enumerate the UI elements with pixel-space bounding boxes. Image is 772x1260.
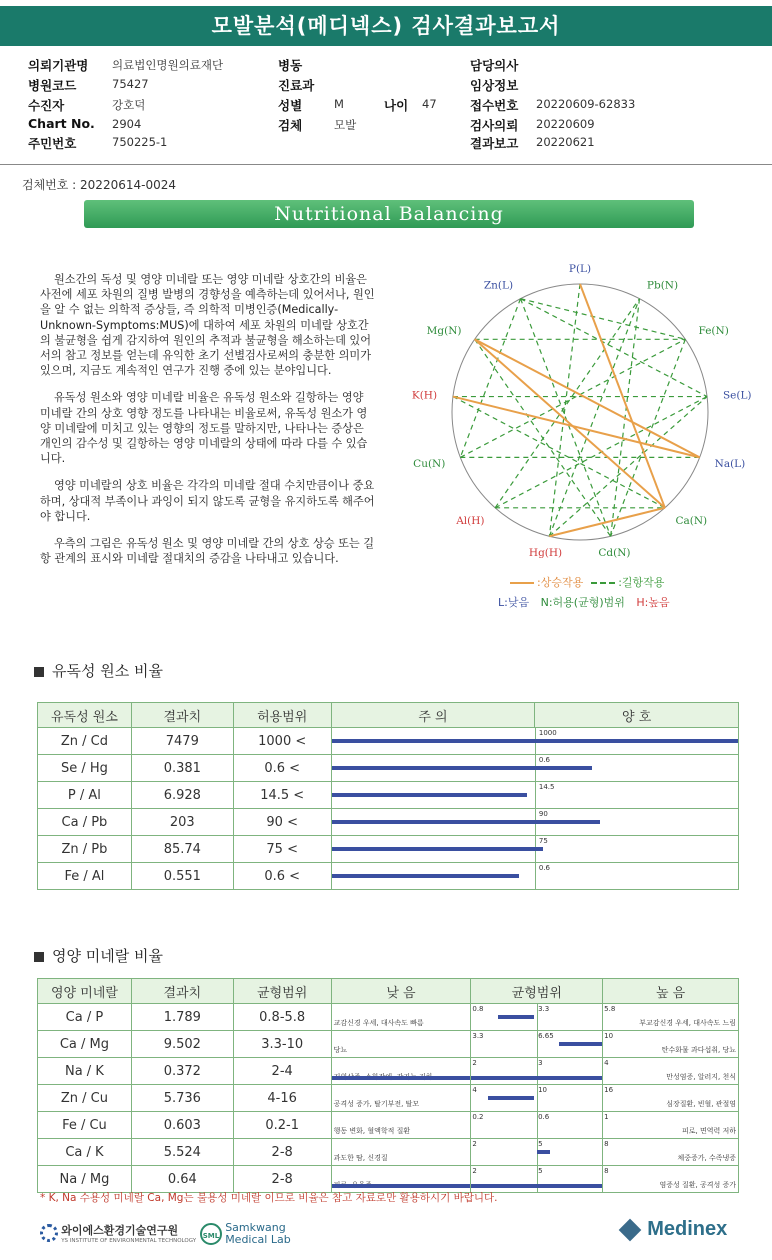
ratio-name: Ca / Mg <box>38 1031 132 1058</box>
ratio-value: 0.603 <box>131 1112 233 1139</box>
ys-logo-name: 와이에스환경기술연구원 <box>61 1224 179 1237</box>
specimen-number: 검체번호 : 20220614-0024 <box>22 178 176 192</box>
high-cell <box>603 1085 739 1112</box>
wheel-circle <box>452 284 708 540</box>
low-cell <box>331 1004 471 1031</box>
high-cell <box>603 1031 739 1058</box>
request-value: 20220609 <box>536 117 595 131</box>
ratio-range: 14.5 < <box>233 782 331 809</box>
medinex-logo-name: Medinex <box>647 1218 728 1240</box>
receipt-label: 접수번호 <box>470 98 519 113</box>
range-min-label: 2 <box>472 1167 477 1175</box>
high-note: 심장질환, 빈혈, 관절염 <box>666 1100 736 1108</box>
element-label: Al(H) <box>456 514 485 527</box>
medinex-logo <box>622 1218 727 1241</box>
normal-legend: N:허용(균형)범위 <box>540 596 625 609</box>
range-mid-label: 5 <box>538 1167 543 1175</box>
range-mid-label: 3.3 <box>538 1005 550 1013</box>
ratio-value: 85.74 <box>131 836 233 863</box>
low-note: 과도한 땀, 신경질 <box>333 1154 388 1162</box>
report-label: 결과보고 <box>470 136 519 151</box>
high-note: 만성염증, 알러지, 천식 <box>666 1073 736 1081</box>
synergy-legend: :상승작용 <box>537 576 584 589</box>
element-label: Ca(N) <box>675 514 708 527</box>
clinical-label: 임상정보 <box>470 78 519 93</box>
col-header: 주 의 <box>331 703 535 728</box>
paragraph: 영양 미네랄의 상호 비율은 각각의 미네랄 절대 수치만큼이나 중요하며, 상대적 부족이나 과잉이 되지 않도록 균형을 유지하도록 해주어야 합니다. <box>40 479 375 523</box>
table-row <box>38 1004 739 1031</box>
range-max-label: 8 <box>604 1140 609 1148</box>
col-header: 높 음 <box>603 979 739 1004</box>
ratio-bar <box>332 847 543 851</box>
sex-label: 성별 <box>278 98 303 113</box>
ratio-name: Zn / Cu <box>38 1085 132 1112</box>
element-label: P(L) <box>568 263 592 275</box>
low-note: 교감신경 우세, 대사속도 빠름 <box>333 1019 424 1027</box>
col-header: 영양 미네랄 <box>38 979 132 1004</box>
ratio-bar <box>332 793 527 797</box>
institution-value: 의료법인명원의료재단 <box>112 58 224 72</box>
level-legend <box>498 594 670 610</box>
square-bullet-icon <box>34 952 44 962</box>
institution-label: 의뢰기관명 <box>28 58 89 73</box>
ratio-value: 9.502 <box>131 1031 233 1058</box>
paragraph: 유독성 원소와 영양 미네랄 비율은 유독성 원소와 길항하는 영양 미네랄 간의 상호 영향 정도를 나타내는 비율로써, 유독성 원소가 영양 미네랄에 미치고 있는 영향의 정도를 말하지만, 나타나는 증상은 개인의 감수성 및 길항하는 영양 미네랄의 상태에 따라 다를 수 있습니다. <box>40 391 368 466</box>
table-row <box>38 1085 739 1112</box>
low-cell <box>331 1166 471 1193</box>
ratio-range: 1000 < <box>233 728 331 755</box>
col-header: 유독성 원소 <box>38 703 132 728</box>
ratio-value: 0.381 <box>131 755 233 782</box>
synergy-line <box>549 508 665 536</box>
ratio-name: Na / K <box>38 1058 132 1085</box>
table-row <box>38 1112 739 1139</box>
antagonism-line <box>521 299 686 340</box>
synergy-line <box>580 284 665 508</box>
element-label: Fe(N) <box>698 325 729 338</box>
threshold-label: 14.5 <box>538 783 555 791</box>
high-cell <box>603 1058 739 1085</box>
range-max-label: 5.8 <box>604 1005 616 1013</box>
range-max-label: 8 <box>604 1167 609 1175</box>
balance-cell <box>471 1139 603 1166</box>
ratio-bar <box>332 1184 471 1188</box>
threshold-label: 75 <box>538 837 548 845</box>
col-header: 결과치 <box>131 979 233 1004</box>
ratio-range: 2-8 <box>233 1166 331 1193</box>
balance-cell <box>471 1166 603 1193</box>
low-cell <box>331 1058 471 1085</box>
sml-logo <box>200 1222 291 1246</box>
receipt-value: 20220609-62833 <box>536 97 636 111</box>
patient-info <box>0 52 772 165</box>
ratio-range: 0.6 < <box>233 863 331 890</box>
high-note: 부교감신경 우세, 대사속도 느림 <box>639 1019 736 1027</box>
high-cell <box>603 1139 739 1166</box>
ratio-name: Zn / Pb <box>38 836 132 863</box>
range-min-label: 2 <box>472 1140 477 1148</box>
element-label: Se(L) <box>722 389 752 402</box>
col-header: 균형범위 <box>233 979 331 1004</box>
low-cell <box>331 1112 471 1139</box>
ratio-bar-cell <box>331 782 738 809</box>
table-row <box>38 809 739 836</box>
line-legend <box>510 574 664 590</box>
threshold-label: 90 <box>538 810 548 818</box>
ratio-value: 6.928 <box>131 782 233 809</box>
ratio-range: 90 < <box>233 809 331 836</box>
request-label: 검사의뢰 <box>470 118 519 133</box>
element-label: Pb(N) <box>646 279 679 292</box>
range-mid-label: 3 <box>538 1059 543 1067</box>
ratio-name: Na / Mg <box>38 1166 132 1193</box>
ratio-bar <box>537 1150 550 1154</box>
range-mid-label: 0.6 <box>538 1113 550 1121</box>
table-row <box>38 1031 739 1058</box>
sml-badge-icon: SML <box>200 1223 222 1245</box>
ratio-value: 0.551 <box>131 863 233 890</box>
ratio-value: 5.524 <box>131 1139 233 1166</box>
antagonism-legend: :길항작용 <box>618 576 665 589</box>
ratio-range: 4-16 <box>233 1085 331 1112</box>
ratio-bar <box>332 739 738 743</box>
antagonism-line <box>460 299 520 458</box>
range-min-label: 0.2 <box>472 1113 484 1121</box>
rrn-value: 750225-1 <box>112 135 168 149</box>
report-title: 모발분석(메디넥스) 검사결과보고서 <box>0 6 772 46</box>
chart-value: 2904 <box>112 117 142 131</box>
ratio-value: 203 <box>131 809 233 836</box>
range-max-label: 4 <box>604 1059 609 1067</box>
high-note: 피로, 면역력 저하 <box>681 1127 736 1135</box>
age-value: 47 <box>422 97 437 111</box>
range-min-label: 2 <box>472 1059 477 1067</box>
balance-cell <box>471 1085 603 1112</box>
doctor-label: 담당의사 <box>470 58 519 73</box>
ratio-range: 0.2-1 <box>233 1112 331 1139</box>
col-header: 결과치 <box>131 703 233 728</box>
ratio-range: 3.3-10 <box>233 1031 331 1058</box>
ratio-name: Fe / Cu <box>38 1112 132 1139</box>
ratio-value: 5.736 <box>131 1085 233 1112</box>
antagonism-line <box>475 339 611 536</box>
ratio-name: Zn / Cd <box>38 728 132 755</box>
low-note: 당뇨 <box>333 1046 348 1054</box>
mineral-wheel-diagram <box>400 262 772 568</box>
element-label: Cu(N) <box>413 458 446 471</box>
antagonism-line-icon <box>591 582 615 584</box>
ratio-bar <box>471 1076 602 1080</box>
ratio-bar-cell <box>331 836 738 863</box>
gear-icon <box>40 1224 58 1242</box>
col-header: 낮 음 <box>331 979 471 1004</box>
element-label: K(H) <box>411 389 438 402</box>
ratio-bar <box>471 1184 602 1188</box>
range-min-label: 0.8 <box>472 1005 484 1013</box>
balance-cell <box>471 1058 603 1085</box>
dept-label: 진료과 <box>278 78 315 93</box>
rrn-label: 주민번호 <box>28 136 77 151</box>
range-mid-label: 10 <box>538 1086 547 1094</box>
table-row <box>38 1139 739 1166</box>
sml-logo-sub: Medical Lab <box>225 1233 291 1246</box>
low-cell <box>331 1085 471 1112</box>
ratio-bar-cell <box>331 755 738 782</box>
range-min-label: 3.3 <box>472 1032 484 1040</box>
threshold-label: 1000 <box>538 729 557 737</box>
high-cell <box>603 1004 739 1031</box>
low-cell <box>331 1139 471 1166</box>
col-header: 허용범위 <box>233 703 331 728</box>
ratio-range: 75 < <box>233 836 331 863</box>
element-label: Hg(H) <box>528 546 563 559</box>
ratio-value: 0.372 <box>131 1058 233 1085</box>
low-cell <box>331 1031 471 1058</box>
ratio-name: Ca / Pb <box>38 809 132 836</box>
ys-logo <box>40 1222 196 1244</box>
ratio-range: 0.8-5.8 <box>233 1004 331 1031</box>
ratio-value: 1.789 <box>131 1004 233 1031</box>
synergy-line-icon <box>510 582 534 584</box>
ratio-bar <box>332 1076 471 1080</box>
range-mid-label: 5 <box>538 1140 543 1148</box>
ratio-bar <box>332 874 519 878</box>
specimen-value: 모발 <box>334 118 357 132</box>
ratio-range: 0.6 < <box>233 755 331 782</box>
table-row <box>38 728 739 755</box>
ratio-name: Ca / K <box>38 1139 132 1166</box>
hospital-code-value: 75427 <box>112 77 149 91</box>
ratio-name: Se / Hg <box>38 755 132 782</box>
element-label: Zn(L) <box>483 279 514 292</box>
table-row <box>38 1166 739 1193</box>
examinee-value: 강호덕 <box>112 98 146 112</box>
toxic-section-title <box>34 660 163 681</box>
low-note: 행동 변화, 혈액학적 질환 <box>333 1127 411 1135</box>
balance-cell <box>471 1112 603 1139</box>
range-max-label: 1 <box>604 1113 609 1121</box>
element-label: Mg(N) <box>426 325 462 338</box>
ratio-bar <box>498 1015 535 1019</box>
examinee-label: 수진자 <box>28 98 65 113</box>
specimen-label: 검체 <box>278 118 303 133</box>
ratio-bar <box>332 766 592 770</box>
balance-cell <box>471 1031 603 1058</box>
high-note: 염증성 질환, 공격성 증가 <box>659 1181 736 1189</box>
high-cell <box>603 1166 739 1193</box>
report-value: 20220621 <box>536 135 595 149</box>
high-legend: H:높음 <box>636 596 670 609</box>
ratio-range: 2-8 <box>233 1139 331 1166</box>
sml-logo-name: Samkwang <box>225 1221 286 1234</box>
threshold-label: 0.6 <box>538 864 551 872</box>
nutritional-balancing-banner: Nutritional Balancing <box>84 200 694 228</box>
description <box>40 272 376 578</box>
range-max-label: 16 <box>604 1086 614 1094</box>
hospital-code-label: 병원코드 <box>28 78 77 93</box>
high-note: 탄수화물 과다섭취, 당뇨 <box>661 1046 736 1054</box>
table-row <box>38 863 739 890</box>
ratio-bar-cell <box>331 809 738 836</box>
toxic-section-label: 유독성 원소 비율 <box>52 662 163 680</box>
ratio-range: 2-4 <box>233 1058 331 1085</box>
nutrient-ratio-table <box>37 978 739 1193</box>
paragraph: 우측의 그림은 유독성 원소 및 영양 미네랄 간의 상호 상승 또는 길항 관계의 표시와 미네랄 절대치의 증감을 나타내고 있습니다. <box>40 537 375 566</box>
balance-cell <box>471 1004 603 1031</box>
table-row <box>38 782 739 809</box>
element-label: Cd(N) <box>598 546 631 559</box>
diamond-icon <box>619 1218 642 1241</box>
ratio-value: 0.64 <box>131 1166 233 1193</box>
ratio-bar <box>488 1096 534 1100</box>
chart-label: Chart No. <box>28 116 95 131</box>
footnote: * K, Na 수용성 미네랄 Ca, Mg는 불용성 미네랄 이므로 비율은 참고 자료로만 활용하시기 바랍니다. <box>40 1192 498 1204</box>
high-note: 체중증가, 수족냉증 <box>677 1154 736 1162</box>
toxic-ratio-table <box>37 702 739 890</box>
ratio-bar <box>559 1042 602 1046</box>
antagonism-line <box>495 299 639 508</box>
square-bullet-icon <box>34 667 44 677</box>
col-header: 양 호 <box>535 703 739 728</box>
ratio-name: Ca / P <box>38 1004 132 1031</box>
range-mid-label: 6.65 <box>538 1032 554 1040</box>
element-label: Na(L) <box>714 458 746 471</box>
range-min-label: 4 <box>472 1086 477 1094</box>
nutrient-section-label: 영양 미네랄 비율 <box>52 947 163 965</box>
antagonism-line <box>521 299 708 397</box>
ratio-bar-cell <box>331 863 738 890</box>
ratio-value: 7479 <box>131 728 233 755</box>
ratio-bar <box>332 820 600 824</box>
ward-label: 병동 <box>278 58 303 73</box>
table-row <box>38 755 739 782</box>
age-label: 나이 <box>384 98 409 113</box>
col-header: 균형범위 <box>471 979 603 1004</box>
sex-value: M <box>334 97 344 111</box>
high-cell <box>603 1112 739 1139</box>
table-row <box>38 836 739 863</box>
ratio-name: Fe / Al <box>38 863 132 890</box>
range-max-label: 10 <box>604 1032 614 1040</box>
ratio-bar-cell <box>331 728 738 755</box>
synergy-line <box>453 397 700 458</box>
table-row <box>38 1058 739 1085</box>
threshold-label: 0.6 <box>538 756 551 764</box>
nutrient-section-title <box>34 945 163 966</box>
ratio-name: P / Al <box>38 782 132 809</box>
low-note: 공격성 증가, 탈기부전, 탈모 <box>333 1100 420 1108</box>
low-legend: L:낮음 <box>498 596 530 609</box>
ys-logo-subtitle: YS INSTITUTE OF ENVIRONMENTAL TECHNOLOGY <box>61 1238 197 1244</box>
paragraph: 원소간의 독성 및 영양 미네랄 또는 영양 미네랄 상호간의 비율은 사전에 세포 차원의 질병 발병의 경향성을 예측하는데 있어서나, 원인을 알 수 없는 의학적 증상들, 즉 의학적 미병인증(Medically-Unknown-Symptoms:MUS)에 대하여 세포 차원의 미네랄 상호간의 불균형을 쉽게 감지하여 원인의 추적과 불균형을 해소하는데 있어서의 참고 정보를 얻는데 유익한 초기 선별검사로써의 충분한 의미가 있으며, 지금도 계속적인 연구가 진행 중에 있는 분야입니다. <box>40 273 375 378</box>
